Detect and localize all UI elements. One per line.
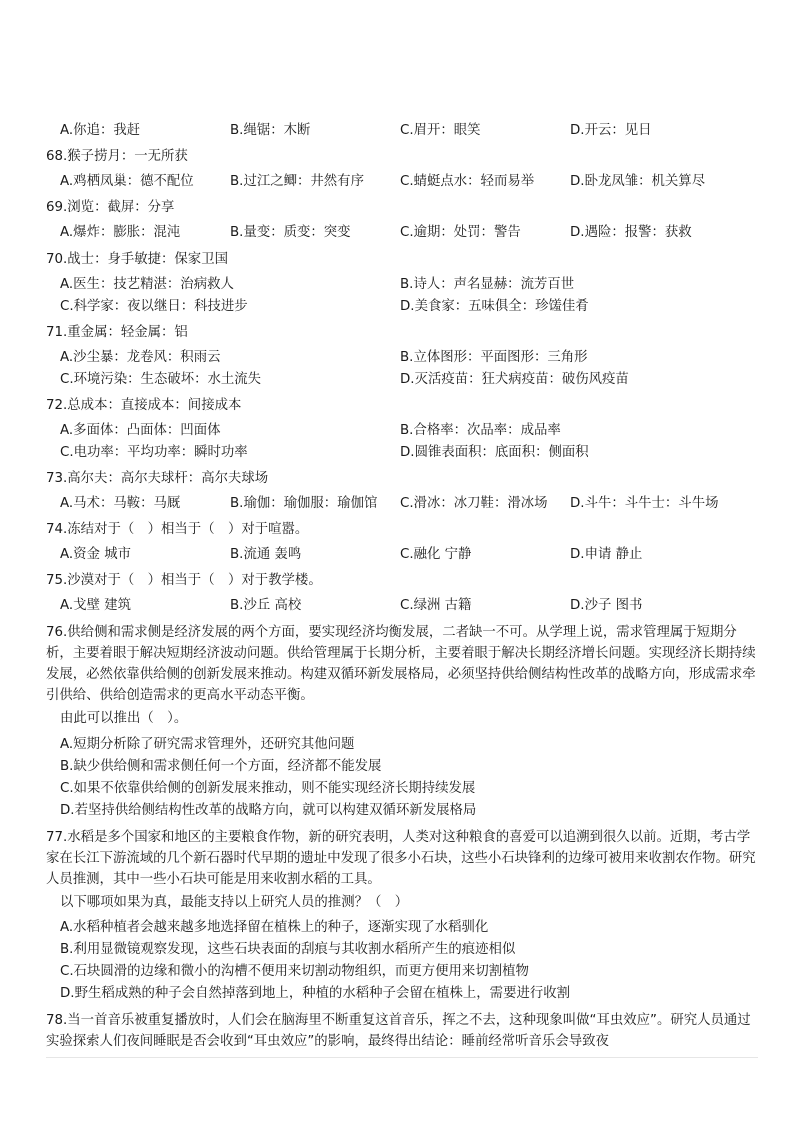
- q77-option-d[interactable]: D.野生稻成熟的种子会自然掉落到地上，种植的水稻种子会留在植株上，需要进行收割: [60, 986, 571, 1001]
- q68-option-a[interactable]: A.鸡栖凤巢：德不配位: [60, 174, 194, 189]
- q68-option-c[interactable]: C.蜻蜓点水：轻而易举: [400, 174, 535, 189]
- q73-option-b[interactable]: B.瑜伽：瑜伽服：瑜伽馆: [230, 496, 378, 511]
- q70-option-c[interactable]: C.科学家：夜以继日：科技进步: [60, 299, 248, 314]
- q71-stem: 71.重金属：轻金属：铝: [46, 325, 188, 340]
- q70-option-d[interactable]: D.美食家：五味俱全：珍馐佳肴: [400, 299, 589, 314]
- q70-option-a[interactable]: A.医生：技艺精湛：治病救人: [60, 277, 234, 292]
- q73-option-c[interactable]: C.滑冰：冰刀鞋：滑冰场: [400, 496, 548, 511]
- q77-option-b[interactable]: B.利用显微镜观察发现，这些石块表面的刮痕与其收割水稻所产生的痕迹相似: [60, 942, 516, 957]
- q70-stem: 70.战士：身手敏捷：保家卫国: [46, 252, 228, 267]
- q71-option-c[interactable]: C.环境污染：生态破坏：水土流失: [60, 372, 262, 387]
- q73-stem: 73.高尔夫：高尔夫球杆：高尔夫球场: [46, 471, 269, 486]
- page-divider: [46, 1057, 758, 1058]
- q77-option-c[interactable]: C.石块圆滑的边缘和微小的沟槽不便用来切割动物组织，而更方便用来切割植物: [60, 964, 529, 979]
- q68-option-b[interactable]: B.过江之鲫：井然有序: [230, 174, 364, 189]
- q77-stem: 77.水稻是多个国家和地区的主要粮食作物，新的研究表明，人类对这种粮食的喜爱可以追溯到很久以前。近期，考古学家在长江下游流域的几个新石器时代早期的遗址中发现了很多小石块，这些小石块锋利的边缘可被用来收割农作物。研究人员推测，其中一些小石块可能是用来收割水稻的工具。: [46, 830, 756, 887]
- q67-option-b[interactable]: B.绳锯：木断: [230, 123, 311, 138]
- q76-option-a[interactable]: A.短期分析除了研究需求管理外，还研究其他问题: [60, 737, 355, 752]
- q71-option-d[interactable]: D.灭活疫苗：狂犬病疫苗：破伤风疫苗: [400, 372, 629, 387]
- q71-option-b[interactable]: B.立体图形：平面图形：三角形: [400, 350, 588, 365]
- q77-question: 以下哪项如果为真，最能支持以上研究人员的推测？（ ）: [60, 895, 409, 910]
- q73-option-a[interactable]: A.马术：马鞍：马厩: [60, 496, 181, 511]
- q69-option-c[interactable]: C.逾期：处罚：警告: [400, 225, 521, 240]
- q71-option-a[interactable]: A.沙尘暴：龙卷风：积雨云: [60, 350, 221, 365]
- q74-option-b[interactable]: B.流通 轰鸣: [230, 547, 302, 562]
- q72-option-d[interactable]: D.圆锥表面积：底面积：侧面积: [400, 445, 589, 460]
- q67-option-d[interactable]: D.开云：见日: [570, 123, 652, 138]
- q74-option-d[interactable]: D.申请 静止: [570, 547, 643, 562]
- q67-option-c[interactable]: C.眉开：眼笑: [400, 123, 481, 138]
- q76-question: 由此可以推出（ ）。: [60, 711, 188, 726]
- q67-option-a[interactable]: A.你追：我赶: [60, 123, 141, 138]
- q73-option-d[interactable]: D.斗牛：斗牛士：斗牛场: [570, 496, 719, 511]
- q74-option-c[interactable]: C.融化 宁静: [400, 547, 472, 562]
- q76-option-d[interactable]: D.若坚持供给侧结构性改革的战略方向，就可以构建双循环新发展格局: [60, 803, 477, 818]
- q74-stem: 74.冻结对于（ ）相当于（ ）对于喧嚣。: [46, 522, 309, 537]
- q76-option-c[interactable]: C.如果不依靠供给侧的创新发展来推动，则不能实现经济长期持续发展: [60, 781, 476, 796]
- q69-stem: 69.浏览：截屏：分享: [46, 200, 175, 215]
- q76-stem: 76.供给侧和需求侧是经济发展的两个方面，要实现经济均衡发展，二者缺一不可。从学理上说，需求管理属于短期分析，主要着眼于解决短期经济波动问题。供给管理属于长期分析，主要着眼于解决长期经济增长问题。实现经济长期持续发展，必然依靠供给侧的创新发展来推动。构建双循环新发展格局，必须坚持供给侧结构性改革的战略方向，形成需求牵引供给、供给创造需求的更高水平动态平衡。: [46, 625, 756, 703]
- q69-option-d[interactable]: D.遇险：报警：获救: [570, 225, 692, 240]
- q68-stem: 68.猴子捞月：一无所获: [46, 149, 188, 164]
- q72-stem: 72.总成本：直接成本：间接成本: [46, 398, 242, 413]
- q77-option-a[interactable]: A.水稻种植者会越来越多地选择留在植株上的种子，逐渐实现了水稻驯化: [60, 920, 489, 935]
- q74-option-a[interactable]: A.资金 城市: [60, 547, 131, 562]
- q72-option-c[interactable]: C.电功率：平均功率：瞬时功率: [60, 445, 248, 460]
- q69-option-a[interactable]: A.爆炸：膨胀：混沌: [60, 225, 181, 240]
- q78-stem: 78.当一首音乐被重复播放时，人们会在脑海里不断重复这首音乐，挥之不去，这种现象叫做“耳虫效应”。研究人员通过实验探索人们夜间睡眠是否会收到“耳虫效应”的影响，最终得出结论：睡前经常听音乐会导致夜: [46, 1013, 751, 1049]
- q68-option-d[interactable]: D.卧龙凤雏：机关算尽: [570, 174, 706, 189]
- q75-option-d[interactable]: D.沙子 图书: [570, 598, 643, 613]
- q75-stem: 75.沙漠对于（ ）相当于（ ）对于教学楼。: [46, 573, 322, 588]
- q70-option-b[interactable]: B.诗人：声名显赫：流芳百世: [400, 277, 575, 292]
- q72-option-b[interactable]: B.合格率：次品率：成品率: [400, 423, 561, 438]
- q75-option-a[interactable]: A.戈壁 建筑: [60, 598, 131, 613]
- q76-option-b[interactable]: B.缺少供给侧和需求侧任何一个方面，经济都不能发展: [60, 759, 382, 774]
- q75-option-c[interactable]: C.绿洲 古籍: [400, 598, 472, 613]
- q69-option-b[interactable]: B.量变：质变：突变: [230, 225, 351, 240]
- q75-option-b[interactable]: B.沙丘 高校: [230, 598, 302, 613]
- q72-option-a[interactable]: A.多面体：凸面体：凹面体: [60, 423, 221, 438]
